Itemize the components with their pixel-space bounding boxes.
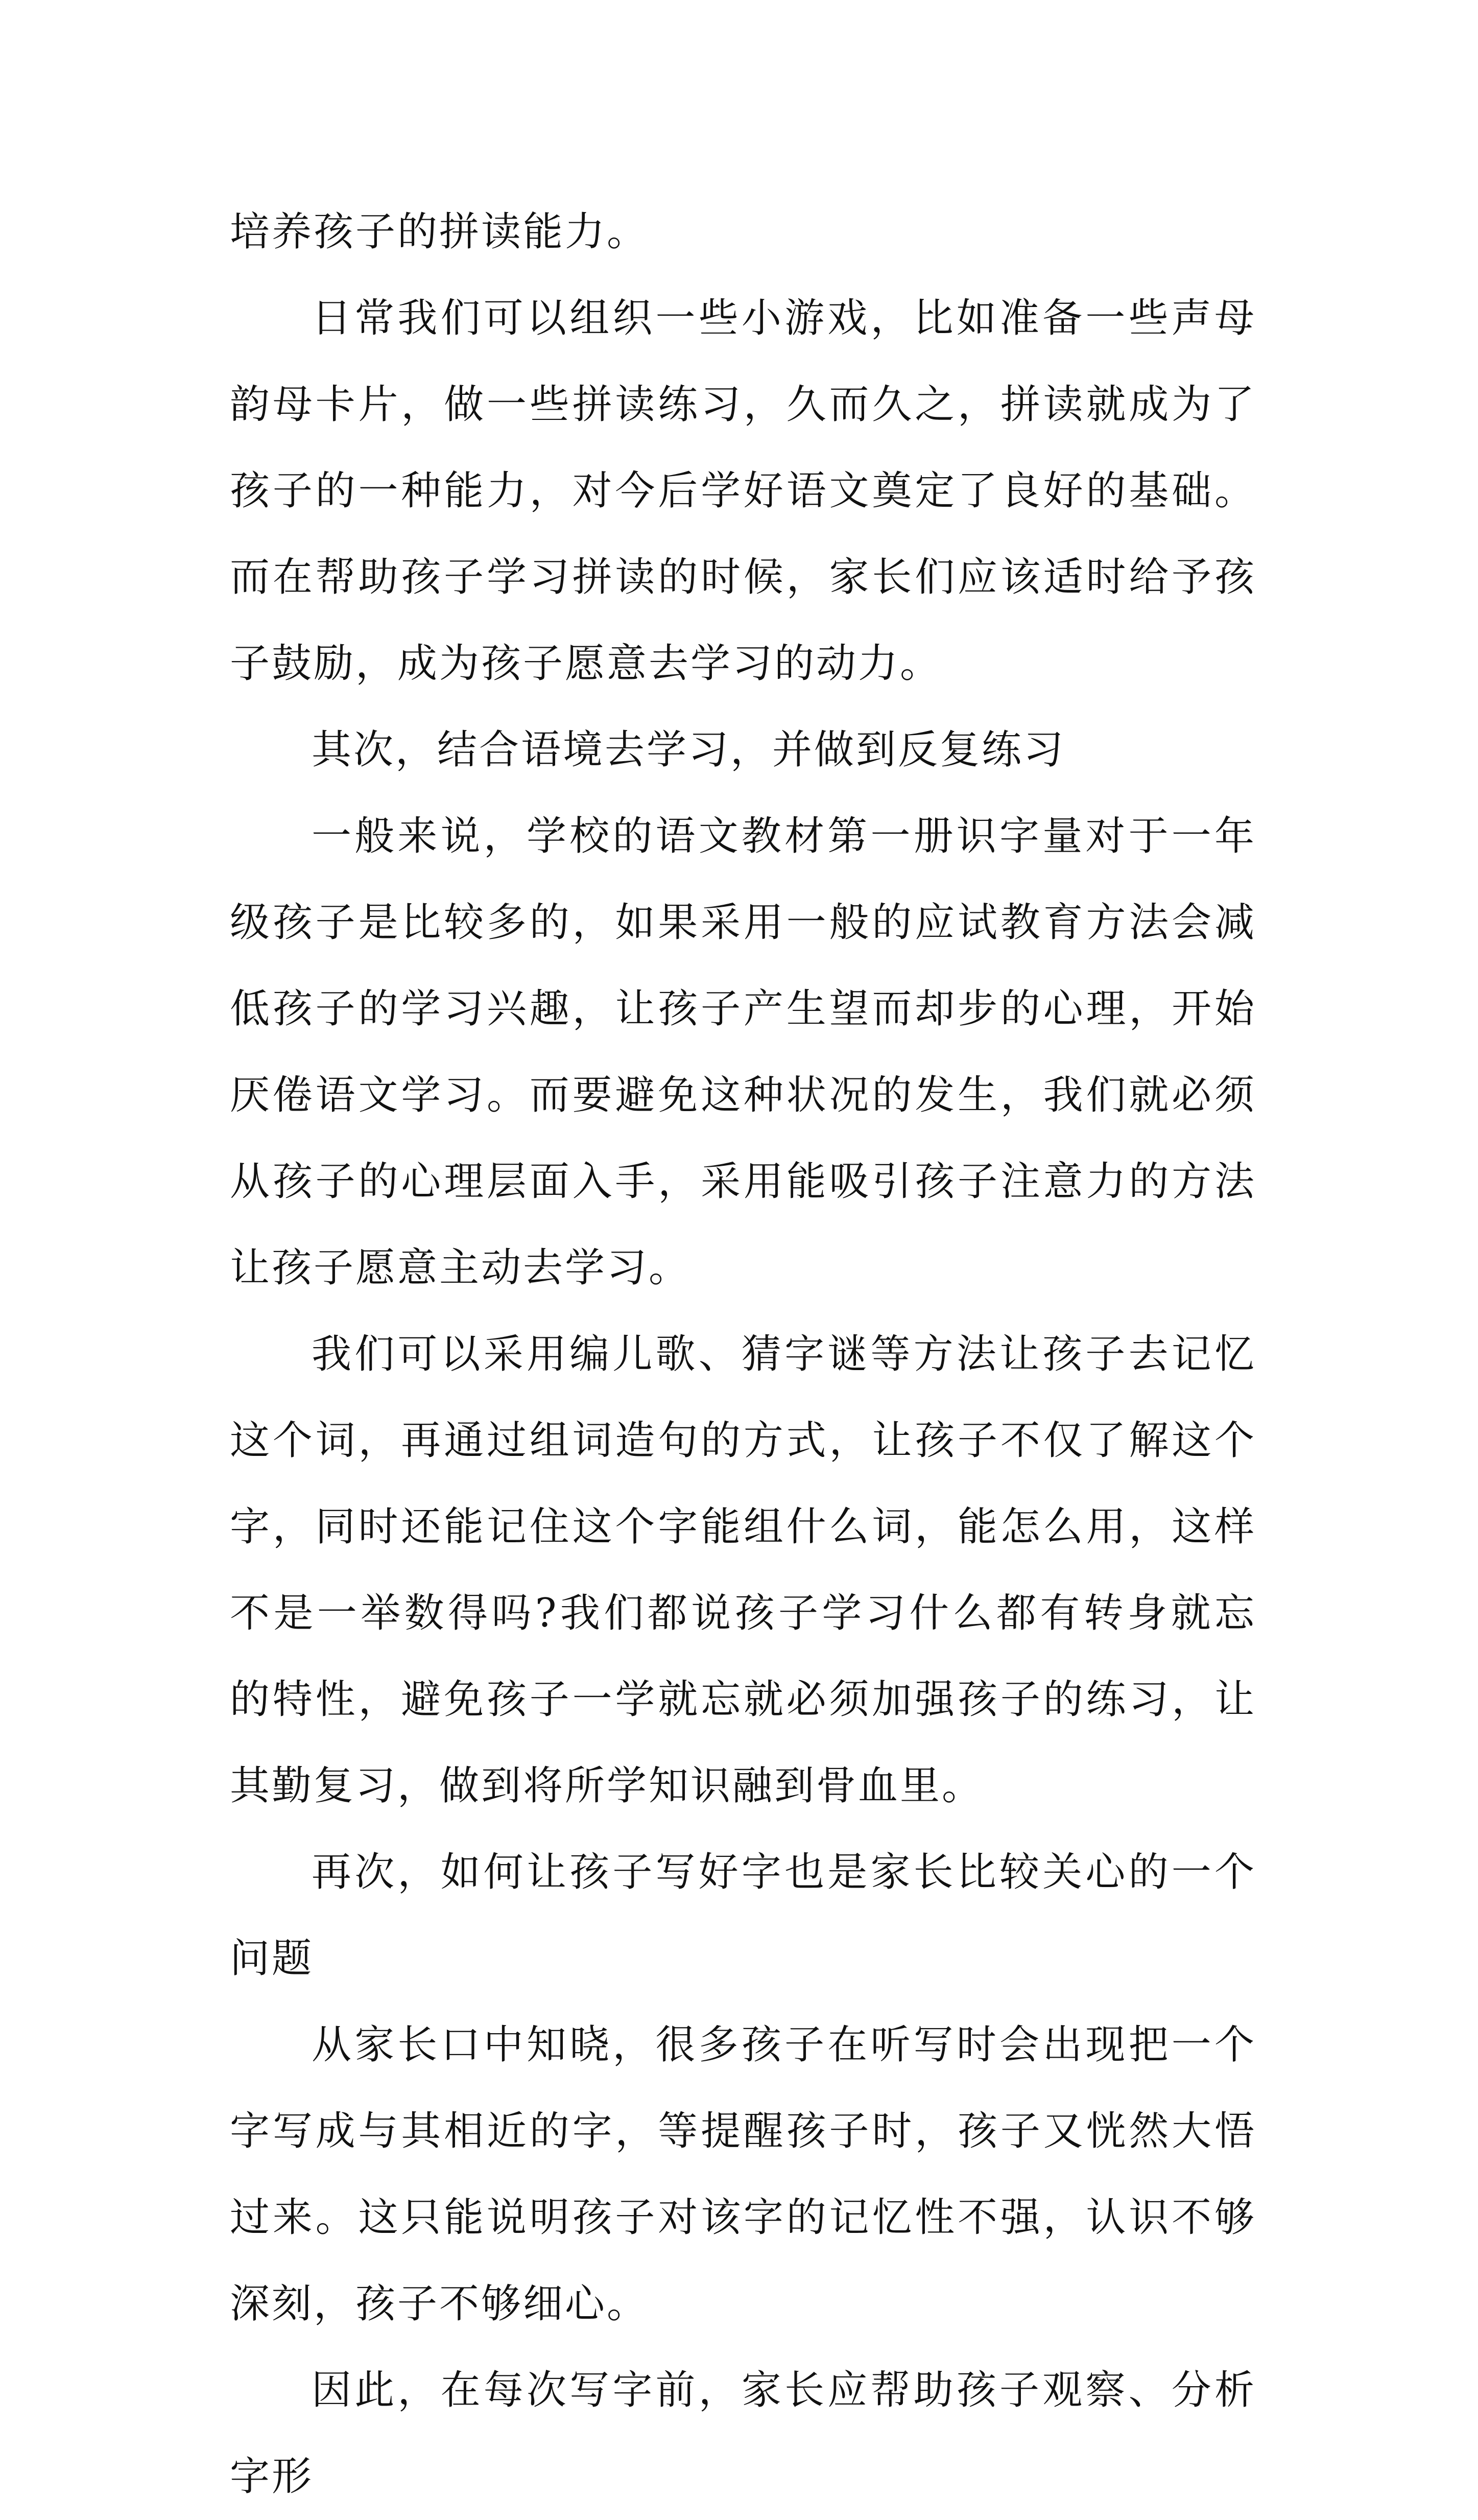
paragraph-1: 培养孩子的拼读能力。 <box>230 209 649 255</box>
paragraph-3: 其次，结合语境去学习，并做到反复练习 <box>312 727 1066 773</box>
paragraph-6: 再次，如何让孩子写好字也是家长比较关心的一个问题 <box>230 1849 1256 1982</box>
document-body <box>230 189 1256 2520</box>
paragraph-7: 从家长口中知晓，很多孩子在听写时会出现把一个字写成与其相近的字，等提醒孩子时，孩子又恍然大悟过来。这只能说明孩子对该字的记忆性不强，认识不够深刻，孩子不够细心。 <box>230 2022 1256 2327</box>
paragraph-5: 我们可以采用编儿歌、猜字谜等方法让孩子去记忆这个词，再通过组词造句的方式，让孩子不仅了解这个字，同时还能记住这个字能组什么词，能怎么用，这样不是一举数得吗?我们都说孩子学习什么都有转身就忘的特性，避免孩子一学就忘就必须加强孩子的练习，让其勤复习，做到将所学知识融到骨血里。 <box>230 1331 1256 1809</box>
paragraph-8: 因此，在每次写字前，家长应帮助孩子观察、分析字形 <box>230 2367 1256 2500</box>
paragraph-2: 日常我们可以组织一些小游戏，比如准备一些声母韵母卡片，做一些拼读练习，久而久之，拼读就成为了孩子的一种能力，对今后学好语文奠定了良好的基础。而在帮助孩子学习拼读的时候，家长们应该适时给予孩子鼓励，成为孩子愿意去学习的动力。 <box>230 295 1256 687</box>
paragraph-4: 一般来说，学校的语文教材第一册识字量对于一年级孩子是比较多的，如果采用一般的应试教育方法会减低孩子的学习兴趣，让孩子产生望而却步的心理，开始厌倦语文学习。而要避免这种状况的发生，我们就必须从孩子的心理层面入手，采用能吸引孩子注意力的方法让孩子愿意主动去学习。 <box>230 813 1256 1291</box>
